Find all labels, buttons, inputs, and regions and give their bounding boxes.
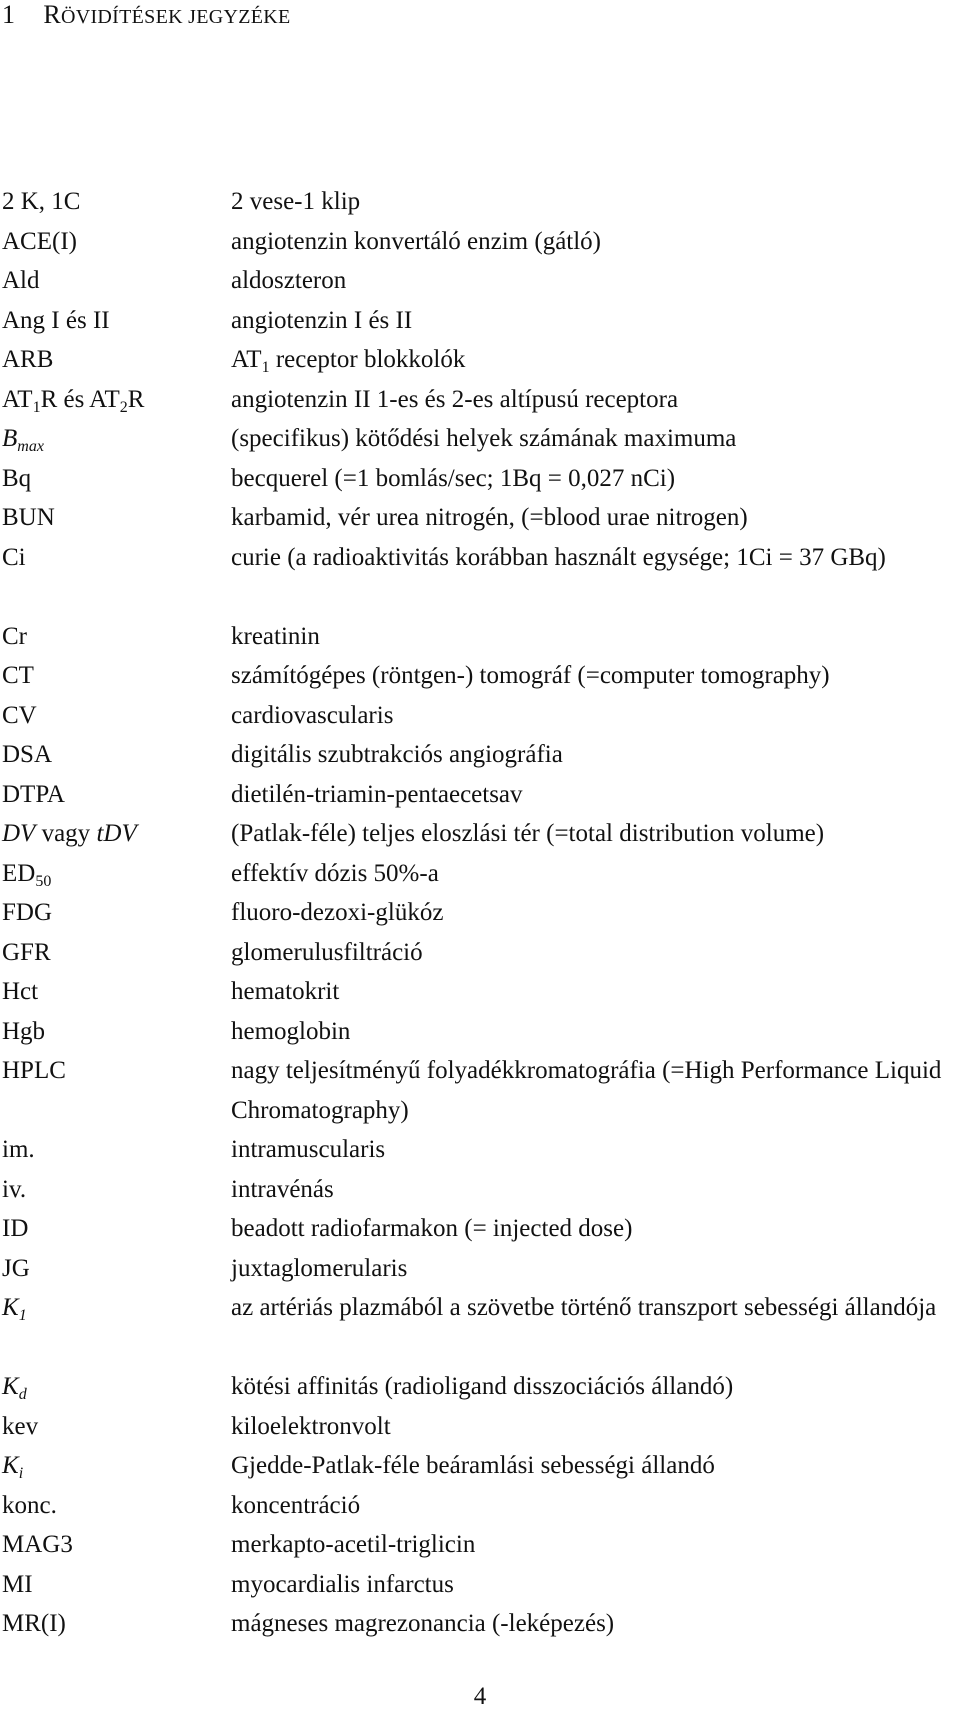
definition: nagy teljesítményű folyadékkromatográfia (=High Performance Liquid Chromatography) <box>231 1057 942 1124</box>
definition: fluoro-dezoxi-glükóz <box>231 899 444 926</box>
definition: myocardialis infarctus <box>231 1570 454 1598</box>
list-item <box>0 933 960 973</box>
abbreviation-subscript: max <box>17 438 44 455</box>
abbreviation-subscript: 50 <box>35 872 52 890</box>
definition: karbamid, vér urea nitrogén, (=blood urae nitrogen) <box>231 504 748 531</box>
abbreviation: ACE(I) <box>2 227 77 255</box>
list-item <box>0 340 960 380</box>
definition: kiloelektronvolt <box>231 1412 391 1440</box>
list-item <box>0 854 960 894</box>
list-item <box>0 1486 960 1526</box>
list-item <box>0 893 960 933</box>
abbreviation: Ang I és II <box>2 306 110 334</box>
abbreviation: iv. <box>2 1175 27 1203</box>
list-item <box>0 617 960 657</box>
list-item <box>0 182 960 222</box>
list-item <box>0 735 960 775</box>
definition: angiotenzin konvertáló enzim (gátló) <box>231 227 602 255</box>
definition: beadott radiofarmakon (= injected dose) <box>231 1215 633 1242</box>
definition: merkapto-acetil-triglicin <box>231 1531 476 1558</box>
definition: az artériás plazmából a szövetbe történő transzport sebességi állandója <box>231 1294 937 1321</box>
definition: glomerulusfiltráció <box>231 938 423 966</box>
abbreviation: MR(I) <box>2 1610 66 1637</box>
abbreviation: DSA <box>2 741 53 768</box>
abbreviation-part: K <box>2 1373 19 1400</box>
abbreviation-list <box>0 182 960 1644</box>
definition: hemoglobin <box>231 1017 351 1045</box>
heading-rest: ÖVIDÍTÉSEK JEGYZÉKE <box>60 6 291 28</box>
definition: kötési affinitás (radioligand disszociációs állandó) <box>231 1373 734 1400</box>
list-item <box>0 696 960 736</box>
abbreviation-part: K <box>2 1452 19 1479</box>
list-item <box>0 775 960 815</box>
list-item <box>0 1525 960 1565</box>
section-heading <box>2 0 291 30</box>
definition: angiotenzin I és II <box>231 306 413 334</box>
abbreviation: DTPA <box>2 780 65 808</box>
definition-part: AT <box>231 346 262 373</box>
list-item <box>0 1288 960 1367</box>
section-number: 1 <box>2 0 16 29</box>
definition: 2 vese-1 klip <box>231 188 361 215</box>
abbreviation: im. <box>2 1136 35 1163</box>
definition: becquerel (=1 bomlás/sec; 1Bq = 0,027 nCi) <box>231 464 676 492</box>
definition: angiotenzin II 1-es és 2-es altípusú receptora <box>231 385 679 413</box>
definition: curie (a radioaktivitás korábban használt egysége; 1Ci = 37 GBq) <box>231 543 886 571</box>
abbreviation-part: R <box>127 385 145 413</box>
abbreviation: ID <box>2 1215 29 1242</box>
list-item <box>0 380 960 420</box>
abbreviation: BUN <box>2 504 55 531</box>
list-item <box>0 419 960 459</box>
abbreviation: CV <box>2 701 37 729</box>
abbreviation: FDG <box>2 899 53 926</box>
definition: dietilén-triamin-pentaecetsav <box>231 780 523 808</box>
definition: hematokrit <box>231 978 340 1005</box>
list-item <box>0 459 960 499</box>
abbreviation-part: DV <box>2 820 36 847</box>
abbreviation-part: B <box>2 425 18 452</box>
abbreviation: MAG3 <box>2 1531 73 1558</box>
abbreviation-part: R és AT <box>40 385 120 413</box>
abbreviation <box>2 1288 27 1336</box>
page-number: 4 <box>473 1683 487 1710</box>
abbreviation-part: AT <box>2 385 33 413</box>
abbreviation: Ald <box>2 267 40 294</box>
abbreviation: ARB <box>2 346 54 373</box>
list-item <box>0 1209 960 1249</box>
abbreviation: kev <box>2 1412 39 1440</box>
abbreviation-part: ED <box>2 859 36 887</box>
list-item <box>0 814 960 854</box>
abbreviation: GFR <box>2 938 51 966</box>
heading-first-letter: R <box>43 0 61 29</box>
definition-part: receptor blokkolók <box>269 346 466 373</box>
list-item <box>0 498 960 538</box>
list-item <box>0 1051 960 1130</box>
definition: digitális szubtrakciós angiográfia <box>231 741 563 768</box>
definition-subscript: 1 <box>261 359 270 376</box>
definition: aldoszteron <box>231 267 347 294</box>
abbreviation-subscript: 2 <box>119 398 128 416</box>
list-item <box>0 1604 960 1644</box>
abbreviation-part: K <box>2 1294 19 1321</box>
definition: (specifikus) kötődési helyek számának maximuma <box>231 425 737 452</box>
list-item <box>0 1130 960 1170</box>
definition: effektív dózis 50%-a <box>231 859 439 887</box>
list-item <box>0 1249 960 1289</box>
abbreviation-subscript: d <box>18 1386 27 1403</box>
list-item <box>0 301 960 341</box>
abbreviation: HPLC <box>2 1057 66 1084</box>
list-item <box>0 656 960 696</box>
list-item <box>0 538 960 617</box>
definition: koncentráció <box>231 1491 361 1519</box>
definition: mágneses magrezonancia (-leképezés) <box>231 1610 615 1637</box>
definition: kreatinin <box>231 622 320 650</box>
abbreviation: Bq <box>2 464 32 492</box>
list-item <box>0 972 960 1012</box>
list-item <box>0 1407 960 1447</box>
definition: számítógépes (röntgen-) tomográf (=computer tomography) <box>231 662 830 689</box>
list-item <box>0 1012 960 1052</box>
definition: (Patlak-féle) teljes eloszlási tér (=total distribution volume) <box>231 820 825 847</box>
abbreviation: konc. <box>2 1491 57 1519</box>
abbreviation: Hgb <box>2 1017 46 1045</box>
abbreviation: JG <box>2 1254 30 1282</box>
list-item <box>0 222 960 262</box>
abbreviation: Cr <box>2 622 27 650</box>
abbreviation-part: tDV <box>96 820 137 847</box>
abbreviation: MI <box>2 1570 33 1598</box>
definition: juxtaglomerularis <box>231 1254 408 1282</box>
definition: intramuscularis <box>231 1136 386 1163</box>
list-item <box>0 1446 960 1486</box>
list-item <box>0 1170 960 1210</box>
abbreviation: Ci <box>2 543 26 571</box>
abbreviation-part: vagy <box>35 820 97 847</box>
definition: Gjedde-Patlak-féle beáramlási sebességi állandó <box>231 1452 715 1479</box>
abbreviation-subscript: i <box>18 1465 24 1482</box>
definition: cardiovascularis <box>231 701 394 729</box>
abbreviation-subscript: 1 <box>18 1307 27 1324</box>
list-item <box>0 261 960 301</box>
list-item <box>0 1565 960 1605</box>
abbreviation-subscript: 1 <box>32 398 41 416</box>
list-item <box>0 1367 960 1407</box>
abbreviation: CT <box>2 662 34 689</box>
abbreviation <box>2 814 137 854</box>
abbreviation: 2 K, 1C <box>2 188 81 215</box>
abbreviation: Hct <box>2 978 39 1005</box>
definition: intravénás <box>231 1175 334 1203</box>
